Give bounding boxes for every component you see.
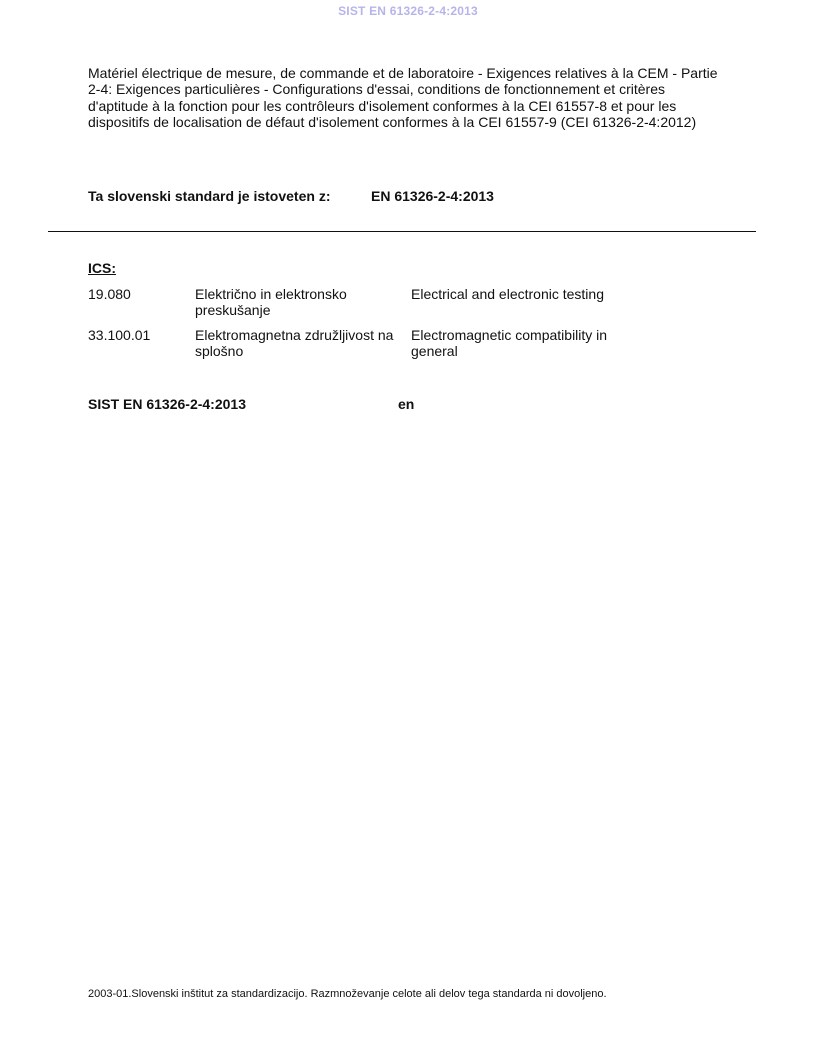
ics-slovenian-description: Električno in elektronsko preskušanje — [195, 286, 347, 319]
watermark-header: SIST EN 61326-2-4:2013 — [338, 4, 478, 18]
standard-language: en — [398, 396, 415, 412]
ics-heading: ICS: — [88, 260, 116, 276]
ics-english-description: Electromagnetic compatibility in general — [411, 327, 608, 360]
ics-row — [88, 286, 648, 327]
standard-number: SIST EN 61326-2-4:2013 — [88, 396, 246, 412]
ics-table — [88, 286, 648, 368]
ics-code: 33.100.01 — [88, 327, 151, 343]
ics-english-description: Electrical and electronic testing — [411, 286, 604, 302]
ics-code: 19.080 — [88, 286, 131, 302]
copyright-notice: 2003-01.Slovenski inštitut za standardizacijo. Razmnoževanje celote ali delov tega standarda ni dovoljeno. — [88, 988, 607, 1000]
ics-slovenian-description: Elektromagnetna združljivost na splošno — [195, 327, 394, 360]
horizontal-divider — [48, 231, 756, 232]
ics-row — [88, 327, 648, 368]
identical-label: Ta slovenski standard je istoveten z: — [88, 188, 331, 204]
french-title: Matériel électrique de mesure, de commande et de laboratoire - Exigences relatives à la CEM - Partie 2-4: Exigences particulières - Configurations d'essai, conditions de fonctionnement et critères d'aptitude à la fonction pour les contrôleurs d'isolement conformes à la CEI 61557-8 et pour les dispositifs de localisation de défaut d'isolement conformes à la CEI 61557-9 (CEI 61326-2-4:2012) — [88, 65, 718, 131]
identical-value: EN 61326-2-4:2013 — [371, 188, 494, 204]
